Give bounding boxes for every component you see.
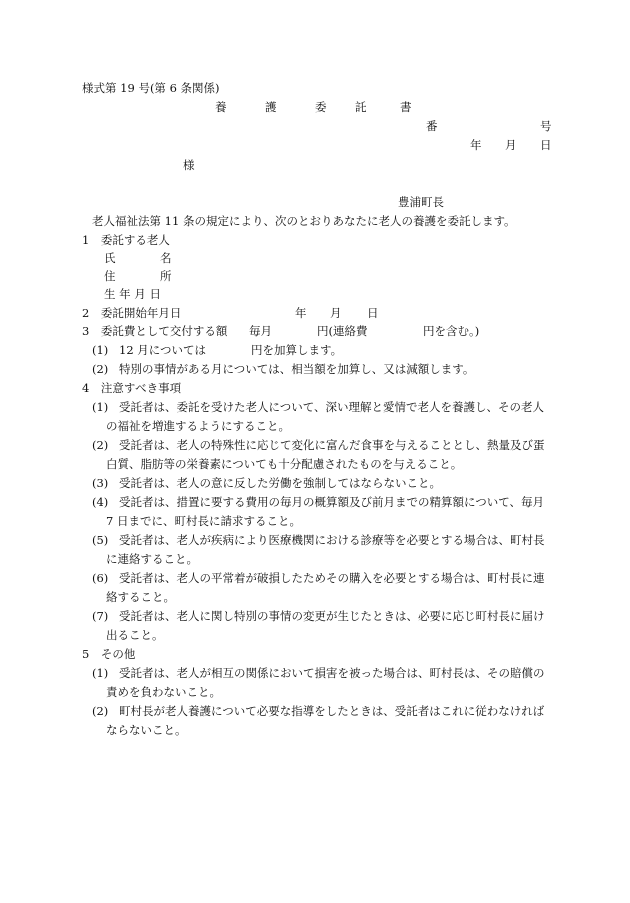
section5-item1-line1: 受託者は、老人が相互の関係において損害を被った場合は、町村長は、その賠償の: [119, 666, 545, 680]
section4-item6-line1: 受託者は、老人の平常着が破損したためその購入を必要とする場合は、町村長に連: [119, 571, 545, 585]
section4-item6-num: (6): [92, 571, 109, 585]
form-header: 様式第 19 号(第 6 条関係): [82, 81, 220, 95]
section4-item2-num: (2): [92, 438, 109, 452]
section4-item7-line1: 受託者は、老人に関し特別の事情の変更が生じたときは、必要に応じ町村長に届け: [119, 609, 545, 623]
section4-item4-line2: 7 日までに、町村長に請求すること。: [106, 514, 301, 528]
section4-item3-line1: 受託者は、老人の意に反した労働を強制してはならないこと。: [119, 476, 441, 490]
intro-text: 老人福祉法第 11 条の規定により、次のとおりあなたに老人の養護を委託します。: [92, 214, 516, 228]
section5-heading: 5 その他: [82, 647, 136, 661]
section4-item1-line1: 受託者は、委託を受けた老人について、深い理解と愛情で老人を養護し、その老人: [119, 400, 545, 414]
section4-item2-line1: 受託者は、老人の特殊性に応じて変化に富んだ食事を与えることとし、熱量及び蛋: [119, 438, 545, 452]
section2-day: 日: [367, 306, 379, 320]
address-label-2: 所: [160, 269, 172, 283]
section1-heading: 1 委託する老人: [82, 233, 170, 247]
section4-item3-num: (3): [92, 476, 109, 490]
section5-item1-line2: 責めを負わないこと。: [106, 685, 221, 699]
title-char-2: 護: [265, 100, 277, 114]
section4-item5-line1: 受託者は、老人が疾病により医療機関における診療等を必要とする場合は、町村長: [119, 533, 545, 547]
section3-item1-post: 円を加算します。: [251, 343, 343, 357]
section4-item1-line2: の福祉を増進するようにすること。: [106, 419, 290, 433]
section3-heading: 3 委託費として交付する額: [82, 324, 228, 338]
section4-item4-line1: 受託者は、措置に要する費用の毎月の概算額及び前月までの精算額について、毎月: [119, 495, 545, 509]
section5-item1-num: (1): [92, 666, 109, 680]
issuer: 豊浦町長: [398, 195, 444, 209]
section4-item1-num: (1): [92, 400, 109, 414]
title-char-5: 書: [400, 100, 412, 114]
section4-item2-line2: 白質、脂肪等の栄養素についても十分配慮されたものを与えること。: [106, 457, 463, 471]
address-label-1: 住: [104, 269, 116, 283]
section3-yen-contact: 円(連絡費: [317, 324, 368, 338]
title-char-4: 託: [355, 100, 367, 114]
section4-item4-num: (4): [92, 495, 109, 509]
section5-item2-line2: ならないこと。: [106, 723, 187, 737]
section3-item2-text: 特別の事情がある月については、相当額を加算し、又は減額します。: [119, 362, 475, 376]
section4-item5-line2: に連絡すること。: [106, 552, 198, 566]
name-label-1: 氏: [104, 251, 116, 265]
number-label-go: 号: [540, 119, 552, 133]
section2-month: 月: [330, 306, 342, 320]
section5-item2-num: (2): [92, 704, 109, 718]
section4-item7-num: (7): [92, 609, 109, 623]
birth-label: 生 年 月 日: [104, 287, 161, 301]
name-label-2: 名: [160, 251, 172, 265]
addressee-suffix: 様: [183, 158, 195, 172]
section2-year: 年: [295, 306, 307, 320]
section3-item1-num: (1): [92, 343, 109, 357]
number-label-ban: 番: [426, 119, 438, 133]
title-char-1: 養: [215, 100, 227, 114]
title-char-3: 委: [315, 100, 327, 114]
section4-heading: 4 注意すべき事項: [82, 381, 182, 395]
section4-item5-num: (5): [92, 533, 109, 547]
section3-yen-included: 円を含む。): [423, 324, 480, 338]
section4-item7-line2: 出ること。: [106, 628, 164, 642]
section3-item1-pre: 12 月については: [119, 343, 207, 357]
section3-monthly: 毎月: [249, 324, 272, 338]
section3-item2-num: (2): [92, 362, 109, 376]
date-year: 年: [470, 138, 482, 152]
section4-item6-line2: 絡すること。: [106, 590, 175, 604]
section2-heading: 2 委託開始年月日: [82, 306, 182, 320]
date-month: 月: [505, 138, 517, 152]
date-day: 日: [540, 138, 552, 152]
section5-item2-line1: 町村長が老人養護について必要な指導をしたときは、受託者はこれに従わなければ: [119, 704, 545, 718]
